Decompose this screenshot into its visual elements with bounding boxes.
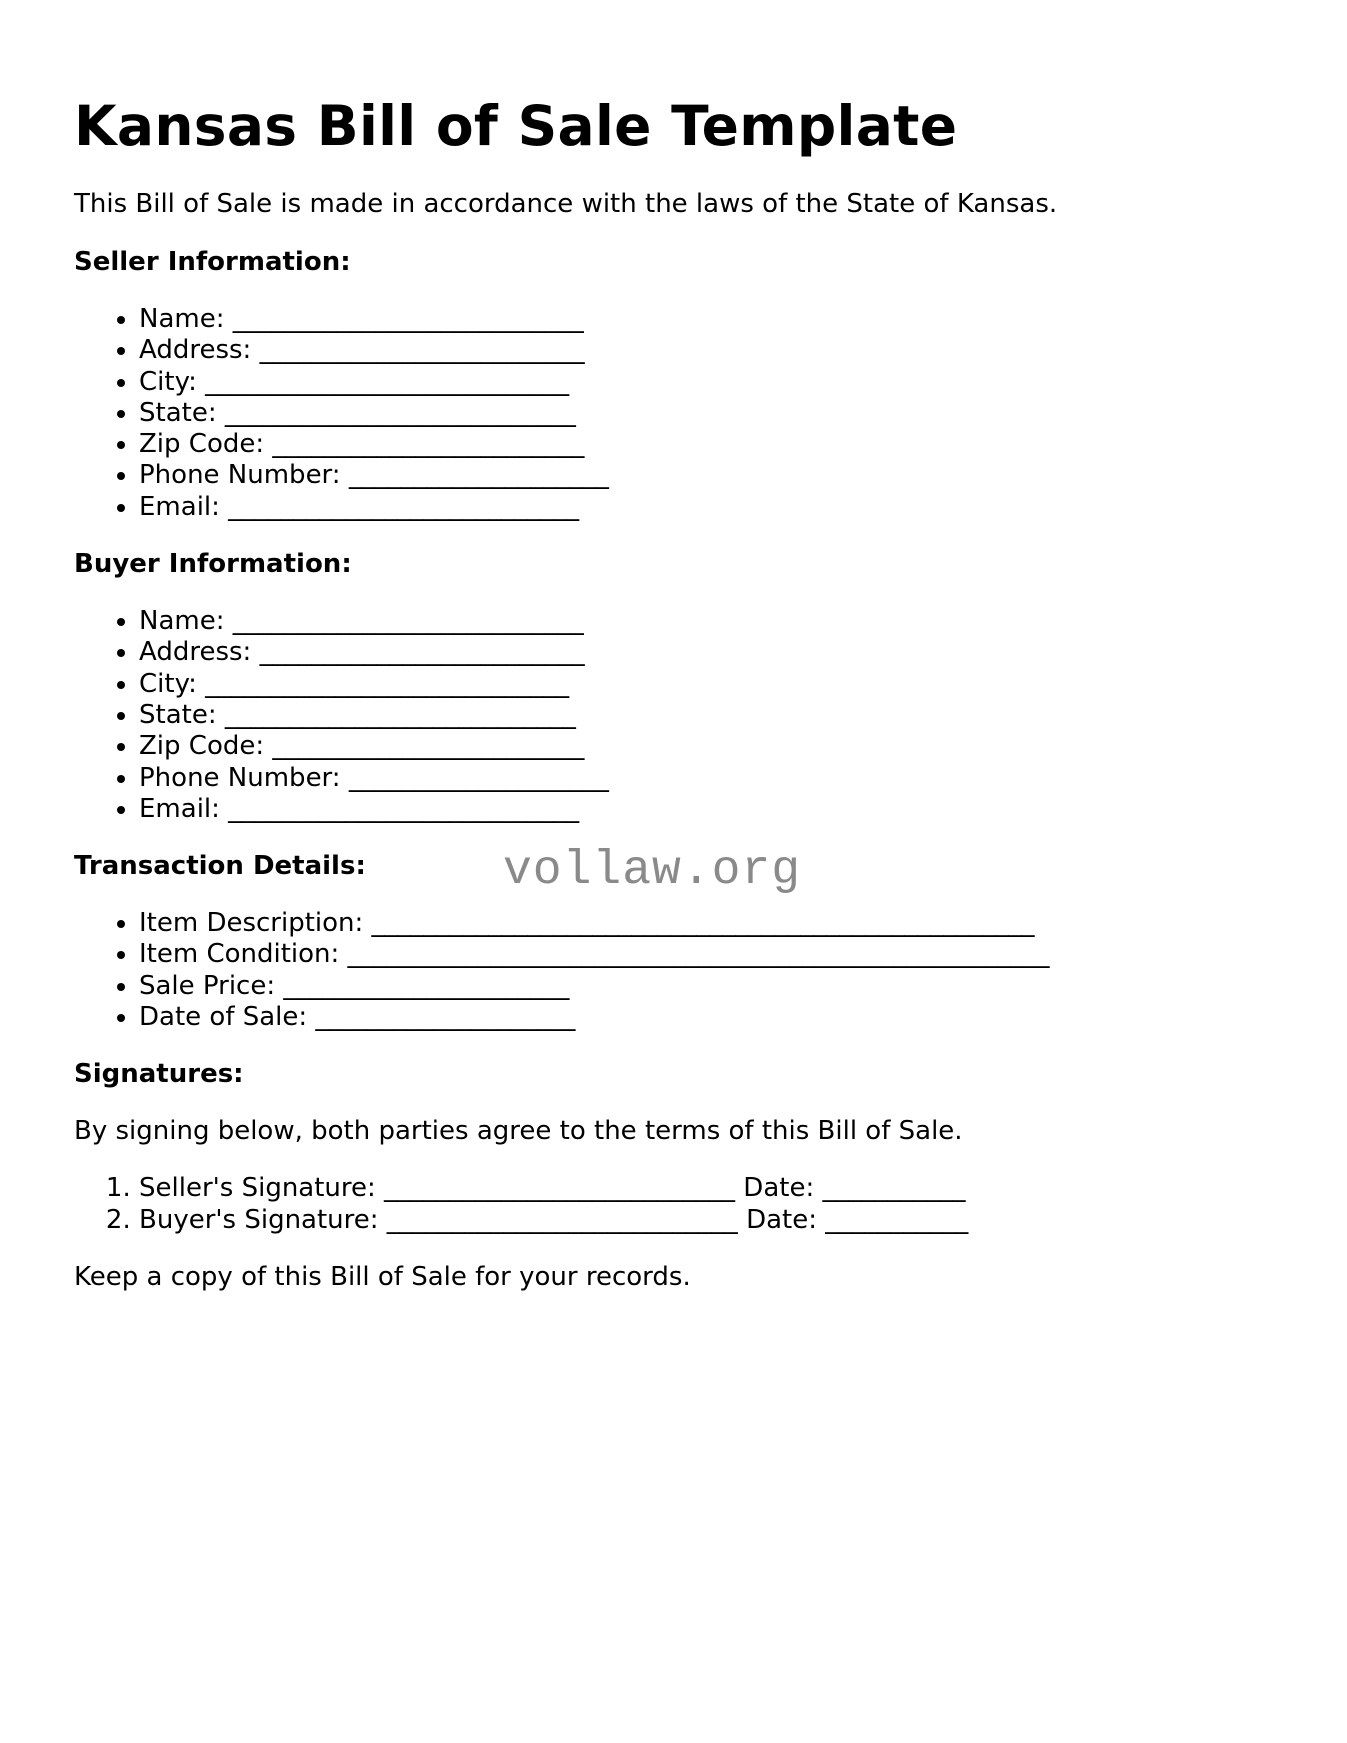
signatures-text: By signing below, both parties agree to the terms of this Bill of Sale. [74, 1116, 963, 1147]
sale-price-field: • Sale Price: ______________________ [139, 971, 1274, 1002]
signatures-heading: Signatures: [74, 1059, 244, 1090]
seller-name-field: • Name: ___________________________ [139, 304, 1274, 335]
signature-lines-list [74, 1173, 1274, 1236]
buyer-address-field: • Address: _________________________ [139, 637, 1274, 668]
seller-heading: Seller Information: [74, 247, 351, 277]
buyer-heading: Buyer Information: [74, 549, 352, 580]
seller-zip-field: • Zip Code: ________________________ [139, 429, 1274, 460]
transaction-fields-list [74, 908, 1274, 1033]
seller-email-field: • Email: ___________________________ [139, 492, 1274, 523]
seller-address-field: • Address: _________________________ [139, 335, 1274, 366]
seller-signature-line: 1. Seller's Signature: ___________________________ Date: ___________ [139, 1173, 1274, 1204]
watermark-text: vollaw.org [503, 844, 802, 898]
seller-state-field: • State: ___________________________ [139, 398, 1274, 429]
item-description-field: • Item Description: ___________________________________________________ [139, 908, 1274, 939]
buyer-city-field: • City: ____________________________ [139, 669, 1274, 700]
buyer-state-field: • State: ___________________________ [139, 700, 1274, 731]
page-title: Kansas Bill of Sale Template [74, 94, 958, 158]
document-page [74, 0, 1274, 1293]
buyer-email-field: • Email: ___________________________ [139, 794, 1274, 825]
buyer-phone-field: • Phone Number: ____________________ [139, 763, 1274, 794]
buyer-fields-list [74, 606, 1274, 825]
seller-fields-list [74, 304, 1274, 523]
buyer-name-field: • Name: ___________________________ [139, 606, 1274, 637]
buyer-signature-line: 2. Buyer's Signature: ___________________________ Date: ___________ [139, 1205, 1274, 1236]
seller-phone-field: • Phone Number: ____________________ [139, 460, 1274, 491]
date-of-sale-field: • Date of Sale: ____________________ [139, 1002, 1274, 1033]
seller-city-field: • City: ____________________________ [139, 367, 1274, 398]
footer-note: Keep a copy of this Bill of Sale for your records. [74, 1261, 691, 1292]
transaction-heading: Transaction Details: [74, 851, 366, 882]
item-condition-field: • Item Condition: ______________________________________________________ [139, 939, 1274, 970]
buyer-zip-field: • Zip Code: ________________________ [139, 731, 1274, 762]
intro-text: This Bill of Sale is made in accordance with the laws of the State of Kansas. [74, 189, 1058, 219]
